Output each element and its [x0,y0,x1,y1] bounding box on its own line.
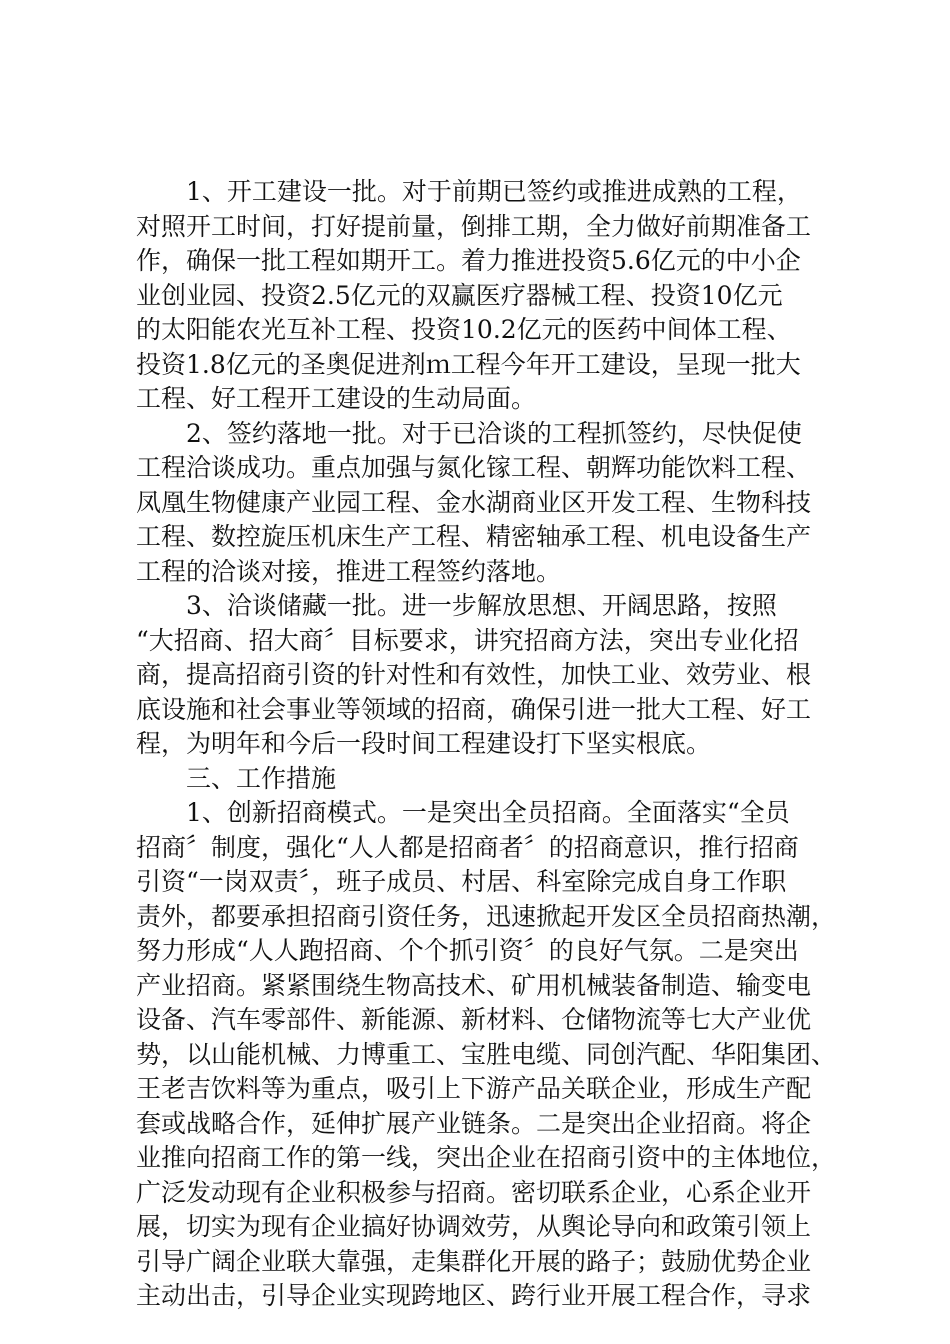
paragraph-line: 程，为明年和今后一段时间工程建设打下坚实根底。 [136,729,712,758]
paragraph-line: 的太阳能农光互补工程、投资10.2亿元的医药中间体工程、 [136,315,792,344]
paragraph-line: 投资1.8亿元的圣奥促进剂ｍ工程今年开工建设，呈现一批大 [136,349,801,379]
paragraph-line: 底设施和社会事业等领域的招商，确保引进一批大工程、好工 [136,694,812,724]
paragraph-line: 1、开工建设一批。对于前期已签约或推进成熟的工程， [186,177,802,206]
paragraph-line: 3、洽谈储藏一批。进一步解放思想、开阔思路，按照 [186,591,777,620]
paragraph-line: 工程的洽谈对接，推进工程签约落地。 [136,556,562,586]
paragraph-line: 王老吉饮料等为重点，吸引上下游产品关联企业，形成生产配 [136,1074,812,1103]
paragraph-line: 1、创新招商模式。一是突出全员招商。全面落实“全员 [186,798,790,827]
paragraph-line: 广泛发动现有企业积极参与招商。密切联系企业，心系企业开 [136,1177,812,1207]
paragraph-line: 业创业园、投资2.5亿元的双赢医疗器械工程、投资10亿元 [136,280,783,310]
paragraph-line: 套或战略合作，延伸扩展产业链条。二是突出企业招商。将企 [136,1108,812,1138]
section-heading: 三、工作措施 [186,763,337,793]
paragraph-line: 作，确保一批工程如期开工。着力推进投资5.6亿元的中小企 [136,246,801,275]
paragraph-line: 商，提高招商引资的针对性和有效性，加快工业、效劳业、根 [136,660,812,689]
paragraph-line: 设备、汽车零部件、新能源、新材料、仓储物流等七大产业优 [136,1005,812,1034]
paragraph-line: 工程、好工程开工建设的生动局面。 [136,384,537,413]
paragraph-line: 展，切实为现有企业搞好协调效劳，从舆论导向和政策引领上 [136,1212,812,1241]
paragraph-line: 凤凰生物健康产业园工程、金水湖商业区开发工程、生物科技 [136,487,812,517]
paragraph-line: 产业招商。紧紧围绕生物高技术、矿用机械装备制造、输变电 [136,970,812,1000]
body-text [136,175,836,1314]
paragraph-line: 责外，都要承担招商引资任务，迅速掀起开发区全员招商热潮， [136,901,837,931]
paragraph-line: “大招商、招大商〞目标要求，讲究招商方法，突出专业化招 [136,625,799,655]
paragraph-line: 工程、数控旋压机床生产工程、精密轴承工程、机电设备生产 [136,522,812,551]
paragraph-line: 引导广阔企业联大靠强，走集群化开展的路子；鼓励优势企业 [136,1246,812,1276]
paragraph-line: 招商〞制度，强化“人人都是招商者〞的招商意识，推行招商 [136,832,799,862]
paragraph-line: 对照开工时间，打好提前量，倒排工期，全力做好前期准备工 [136,211,812,241]
paragraph-line: 势，以山能机械、力博重工、宝胜电缆、同创汽配、华阳集团、 [136,1039,837,1069]
paragraph-line: 主动出击，引导企业实现跨地区、跨行业开展工程合作，寻求 [136,1281,812,1310]
paragraph-line: 业推向招商工作的第一线，突出企业在招商引资中的主体地位， [136,1143,837,1172]
paragraph-line: 2、签约落地一批。对于已洽谈的工程抓签约，尽快促使 [186,418,802,448]
paragraph-line: 努力形成“人人跑招商、个个抓引资〞的良好气氛。二是突出 [136,936,799,965]
paragraph-line: 引资“一岗双责〞，班子成员、村居、科室除完成自身工作职 [136,867,787,896]
paragraph-line: 工程洽谈成功。重点加强与氮化镓工程、朝辉功能饮料工程、 [136,453,812,482]
